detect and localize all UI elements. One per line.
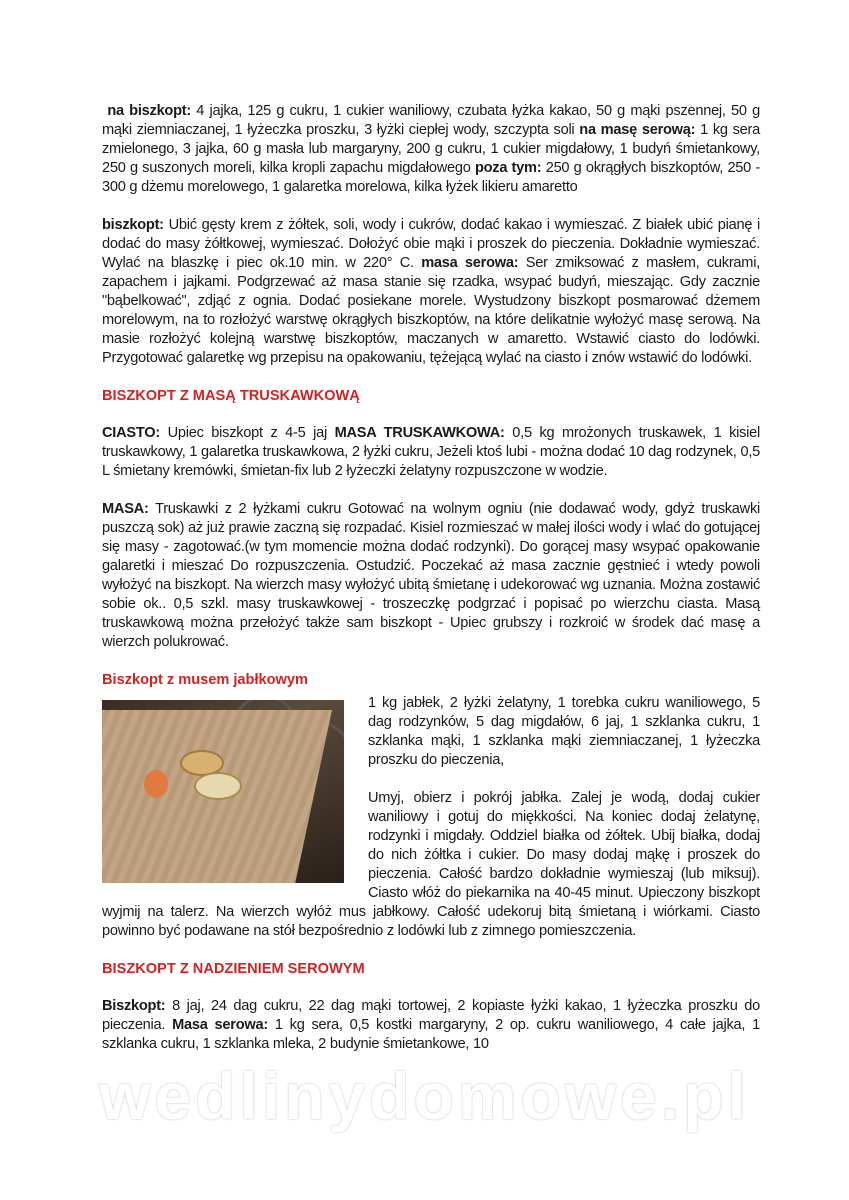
label: biszkopt: xyxy=(102,217,164,233)
recipe2-method xyxy=(102,500,760,652)
recipe3-method-part1: Umyj, obierz i pokrój jabłka. Zalej je wodą, dodaj cukier waniliowy i gotuj do miękkości. Na koniec dodaj żelatynę, rodzynki i migdały. Oddziel białka od żółtek. Ubij białka, dodaj do nich żółtka i cukier. Do masy dodaj mąkę i proszek do pieczenia. Całość bardzo dokładnie wymieszaj (lub miksuj). Ciasto włóż do xyxy=(368,790,760,901)
intro-method xyxy=(102,216,760,368)
recipe-heading: BISZKOPT Z NADZIENIEM SEROWYM xyxy=(102,961,365,977)
recipe-heading: BISZKOPT Z MASĄ TRUSKAWKOWĄ xyxy=(102,388,360,404)
cake-plate xyxy=(194,772,242,800)
recipe3-ingredients: 1 kg jabłek, 2 łyżki żelatyny, 1 torebka cukru waniliowego, 5 dag rodzynków, 5 dag migdałów, 6 jaj, 1 szklanka cukru, 1 szklanka mąki, 1 szklanka mąki ziemniaczanej, 1 łyżeczka proszku do pieczenia, xyxy=(368,695,760,768)
recipe2-ingredients xyxy=(102,424,760,481)
recipe4-ingredients xyxy=(102,997,760,1054)
text: 1 kg sera, 0,5 kostki margaryny, 2 op. cukru waniliowego, 4 całe jajka, 1 szklanka cukru, 1 szklanka mleka, 2 budynie śmietankowe, 10 xyxy=(102,1017,760,1052)
recipe-heading: Biszkopt z musem jabłkowym xyxy=(102,672,308,688)
text: Truskawki z 2 łyżkami cukru Gotować na wolnym ogniu (nie dodawać wody, gdyż truskawki puszczą sok) aż już prawie zaczną się rozpadać. Kisiel rozmieszać w małej ilości wody i wlać do gotującej się masy - zagotować.(w tym momencie można dodać rodzynki). Do gorącej masy wsypać opakowanie galaretki i mieszać Do rozpuszczenia. Ostudzić. Poczekać aż masa zacznie gęstnieć i wtedy powoli wyłożyć na biszkopt. Na wierzch masy wyłożyć ubitą śmietanę i udekorować wg uznania. Można zostawić sobie ok.. 0,5 szkl. masy truskawkowej - troszeczkę podgrzać i popisać po wierzchu ciasta. Masą truskawkową można przełożyć także sam biszkopt - Upiec grubszy i rozkroić w środek dać masę a wierzch polukrować. xyxy=(102,501,760,650)
text: 4 jajka, 125 g cukru, 1 cukier waniliowy, czubata łyżka kakao, 50 g mąki pszennej, 50 g mąki ziemniaczanej, 1 łyżeczka proszku, 3 łyżki ciepłej wody, szczypta soli xyxy=(102,103,760,138)
text: Upiec biszkopt z 4-5 jaj xyxy=(159,425,335,441)
intro-ingredients xyxy=(102,102,760,197)
label: MASA: xyxy=(102,501,149,517)
document-page xyxy=(99,0,761,1134)
recipe3-method-part2: piekarnika na 40-45 minut. Upieczony biszkopt wyjmij na talerz. Na wierzch wyłóż mus jabłkowy. Całość udekoruj bitą śmietaną i wiórkami. Ciasto powinno być podawane na stół bezpośrednio z lodówki lub z zimnego pomieszczenia. xyxy=(102,885,760,939)
text: 8 jaj, 24 dag cukru, 22 dag mąki tortowej, 2 kopiaste łyżki kakao, 1 łyżeczka proszku do pieczenia. xyxy=(102,998,760,1033)
cake-photo xyxy=(102,700,344,883)
label: Masa serowa: xyxy=(172,1017,268,1033)
label: CIASTO: xyxy=(102,425,160,441)
label: Biszkopt: xyxy=(102,998,166,1014)
text: 250 g okrągłych biszkoptów, 250 - 300 g dżemu morelowego, 1 galaretka morelowa, kilka łyżek likieru amaretto xyxy=(102,160,760,195)
label: masa serowa: xyxy=(421,255,519,271)
label: poza tym: xyxy=(474,160,542,176)
watermark: wedlinydomowe.pl xyxy=(99,1059,750,1133)
text: 0,5 kg mrożonych truskawek, 1 kisiel truskawkowy, 1 galaretka truskawkowa, 2 łyżki cukru, Jeżeli ktoś lubi - można dodać 10 dag rodzynek, 0,5 L śmietany kremówki, śmietan-fix lub 2 łyżeczki żelatyny rozpuszczone w wodzie. xyxy=(102,425,761,479)
label: na biszkopt: xyxy=(107,103,191,119)
label: na masę serową: xyxy=(579,122,696,138)
text: 1 kg sera zmielonego, 3 jajka, 60 g masła lub margaryny, 200 g cukru, 1 cukier migdałowy, 1 budyń śmietankowy, 250 g suszonych moreli, kilka kropli zapachu migdałowego xyxy=(102,122,760,176)
label: MASA TRUSKAWKOWA: xyxy=(334,425,505,441)
text: Ubić gęsty krem z żółtek, soli, wody i cukrów, dodać kakao i wymieszać. Z białek ubić pianę i dodać do masy żółtkowej, wymieszać. Dołożyć obie mąki i proszek do pieczenia. Dokładnie wymieszać. Wylać na blaszkę i piec ok.10 min. w 220° C. xyxy=(102,217,760,271)
text: Ser zmiksować z masłem, cukrami, zapachem i jajkami. Podgrzewać aż masa stanie się rzadka, wsypać budyń, mieszając. Gdy zacznie "bąbelkować", zdjąć z ognia. Dodać posiekane morele. Wystudzony biszkopt posmarować dżemem morelowym, na to rozłożyć warstwę okrągłych biszkoptów, na które delikatnie wyłożyć masę serową. Na masie rozłożyć kolejną warstwę biszkoptów, maczanych w amaretto. Wstawić ciasto do lodówki. Przygotować galaretkę wg przepisu na opakowaniu, tężejącą wylać na ciasto i znów wstawić do lodówki. xyxy=(102,255,761,366)
apricots xyxy=(144,770,168,798)
